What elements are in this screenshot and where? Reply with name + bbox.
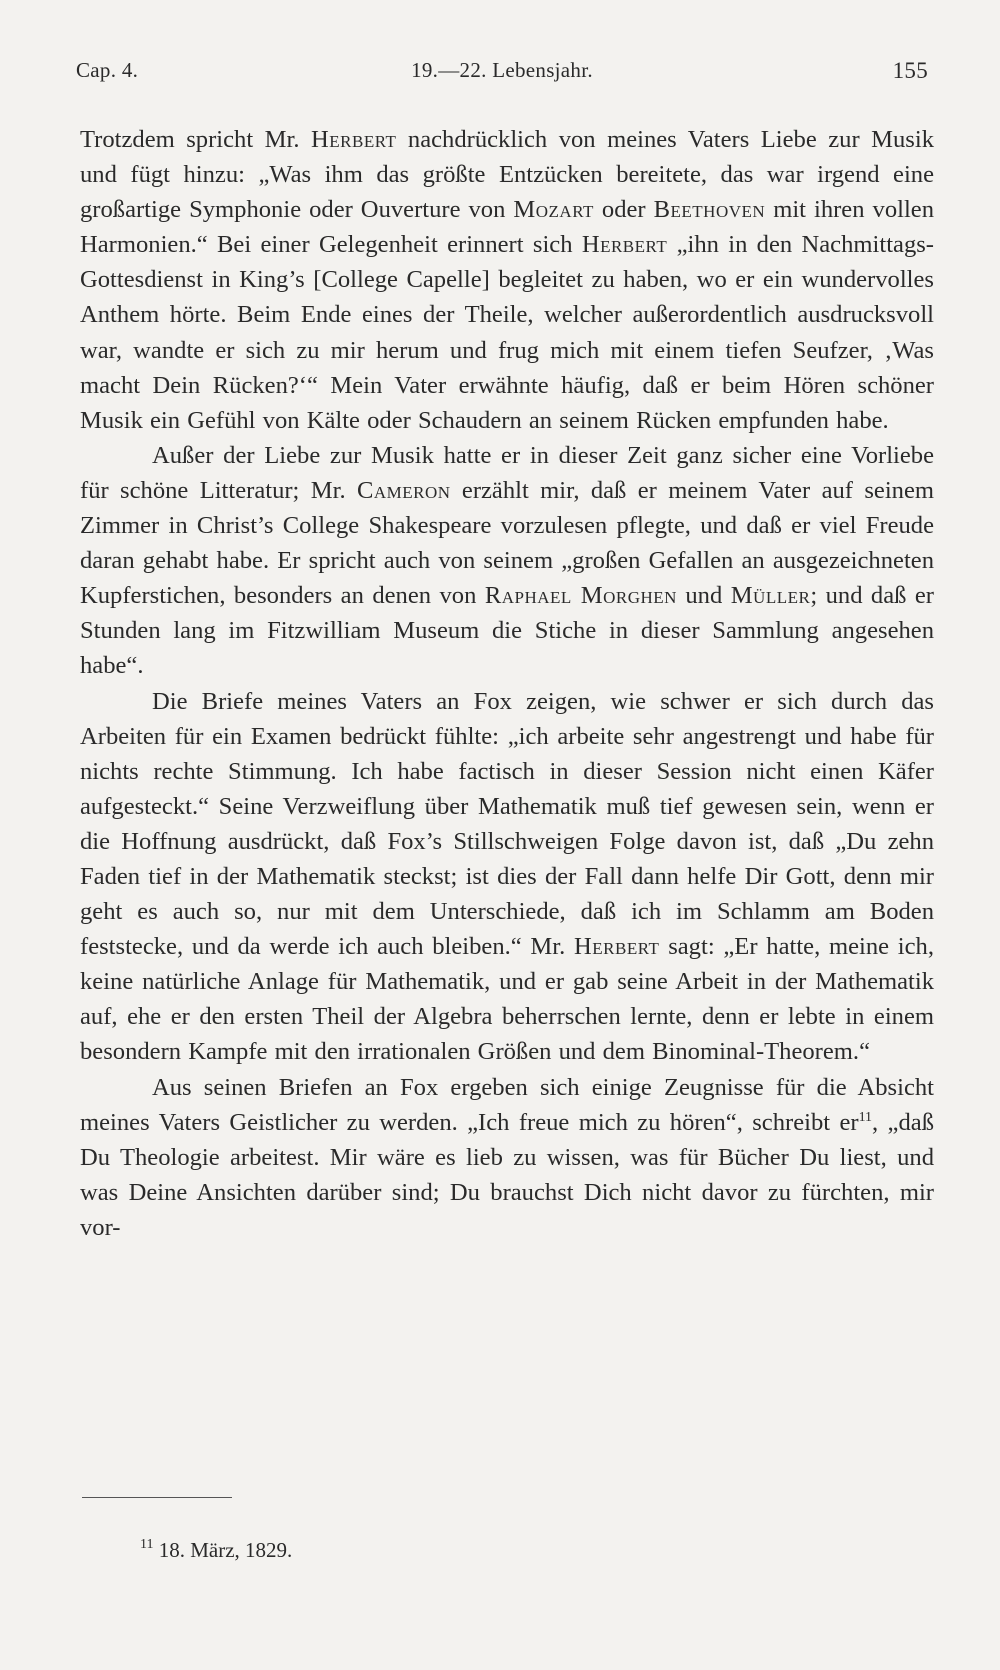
text-run: erzählt mir, daß er meinem Vater auf seinem Zimmer in Christ’s College Shakespeare vorzulesen pflegte, und daß er viel Freude daran gehabt habe. Er spricht auch von seinem „großen Gefallen an ausgezeichneten Kupferstichen, besonders an denen von (80, 476, 935, 610)
paragraph (80, 438, 934, 684)
text-run: oder (593, 196, 654, 224)
paragraph (80, 122, 934, 438)
page-number: 155 (892, 58, 928, 83)
text-run: und (676, 582, 731, 610)
name-small-caps: Herbert (581, 231, 668, 259)
paragraph (80, 684, 934, 1070)
text-run: , „daß Du Theologie arbeitest. Mir wäre es lieb zu wissen, was für Bücher Du liest, und was Deine Ansichten darüber sind; Du brauchst Dich nicht davor zu fürchten, mir vor- (80, 1108, 934, 1241)
text-run: Trotzdem spricht Mr. (80, 126, 311, 153)
name-small-caps: Mozart (513, 196, 594, 224)
body-text (80, 122, 934, 1245)
text-run: mit ihren vollen Harmonien.“ Bei einer Gelegenheit erinnert sich (80, 196, 934, 259)
running-header (76, 58, 928, 98)
text-run: ; und daß er Stunden lang im Fitzwilliam Museum die Stiche in dieser Sammlung angesehen habe“. (80, 582, 934, 680)
footnote-text: 18. März, 1829. (153, 1538, 293, 1562)
chapter-label: Cap. 4. (76, 58, 139, 82)
text-run: Aus seinen Briefen an Fox ergeben sich einige Zeugnisse für die Absicht meines Vaters Geistlicher zu werden. „Ich freue mich zu hören“, schreibt er (80, 1073, 934, 1136)
footnote (140, 1538, 292, 1563)
name-small-caps: Herbert (311, 126, 397, 153)
paragraph (80, 1070, 934, 1245)
running-title: 19.—22. Lebensjahr. (411, 58, 593, 82)
name-small-caps: Müller (730, 582, 811, 610)
text-run: Außer der Liebe zur Musik hatte er in dieser Zeit ganz sicher eine Vorliebe für schöne Litteratur; Mr. (80, 441, 934, 504)
footnote-rule (82, 1497, 232, 1498)
name-small-caps: Cameron (356, 476, 451, 504)
name-small-caps: Herbert (574, 933, 660, 961)
name-small-caps: Raphael Morghen (484, 582, 677, 610)
footnote-reference: 11 (858, 1109, 873, 1125)
text-run: nachdrücklich von meines Vaters Liebe zur Musik und fügt hinzu: „Was ihm das größte Entzücken bereitete, das war irgend eine großartige Symphonie oder Ouverture von (80, 126, 934, 224)
name-small-caps: Beethoven (653, 196, 766, 224)
text-run: sagt: „Er hatte, meine ich, keine natürliche Anlage für Mathematik, und er gab seine Arbeit in der Mathematik auf, ehe er den ersten Theil der Algebra beherrschen lernte, denn er lebte in einem besondern Kampfe mit den irrationalen Größen und dem Binominal-Theorem.“ (80, 933, 934, 1066)
text-run: Die Briefe meines Vaters an Fox zeigen, wie schwer er sich durch das Arbeiten für ein Examen bedrückt fühlte: „ich arbeite sehr angestrengt und habe für nichts rechte Stimmung. Ich habe factisch in dieser Session nicht einen Käfer aufgesteckt.“ Seine Verzweiflung über Mathematik muß tief gewesen sein, wenn er die Hoffnung ausdrückt, daß Fox’s Stillschweigen Folge davon ist, daß „Du zehn Faden tief in der Mathematik steckst; ist dies der Fall dann helfe Dir Gott, denn mir geht es auch so, nur mit dem Unterschiede, daß ich im Schlamm am Boden feststecke, und da werde ich auch bleiben.“ Mr. (80, 687, 934, 961)
footnote-marker: 11 (140, 1537, 154, 1552)
text-run: „ihn in den Nachmittags-Gottesdienst in King’s [College Capelle] begleitet zu haben, wo er ein wundervolles Anthem hörte. Beim Ende eines der Theile, welcher außerordentlich ausdrucksvoll war, wandte er sich zu mir herum und frug mich mit einem tiefen Seufzer, ‚Was macht Dein Rücken?‘“ Mein Vater erwähnte häufig, daß er beim Hören schöner Musik ein Gefühl von Kälte oder Schaudern an seinem Rücken empfunden habe. (80, 231, 934, 434)
